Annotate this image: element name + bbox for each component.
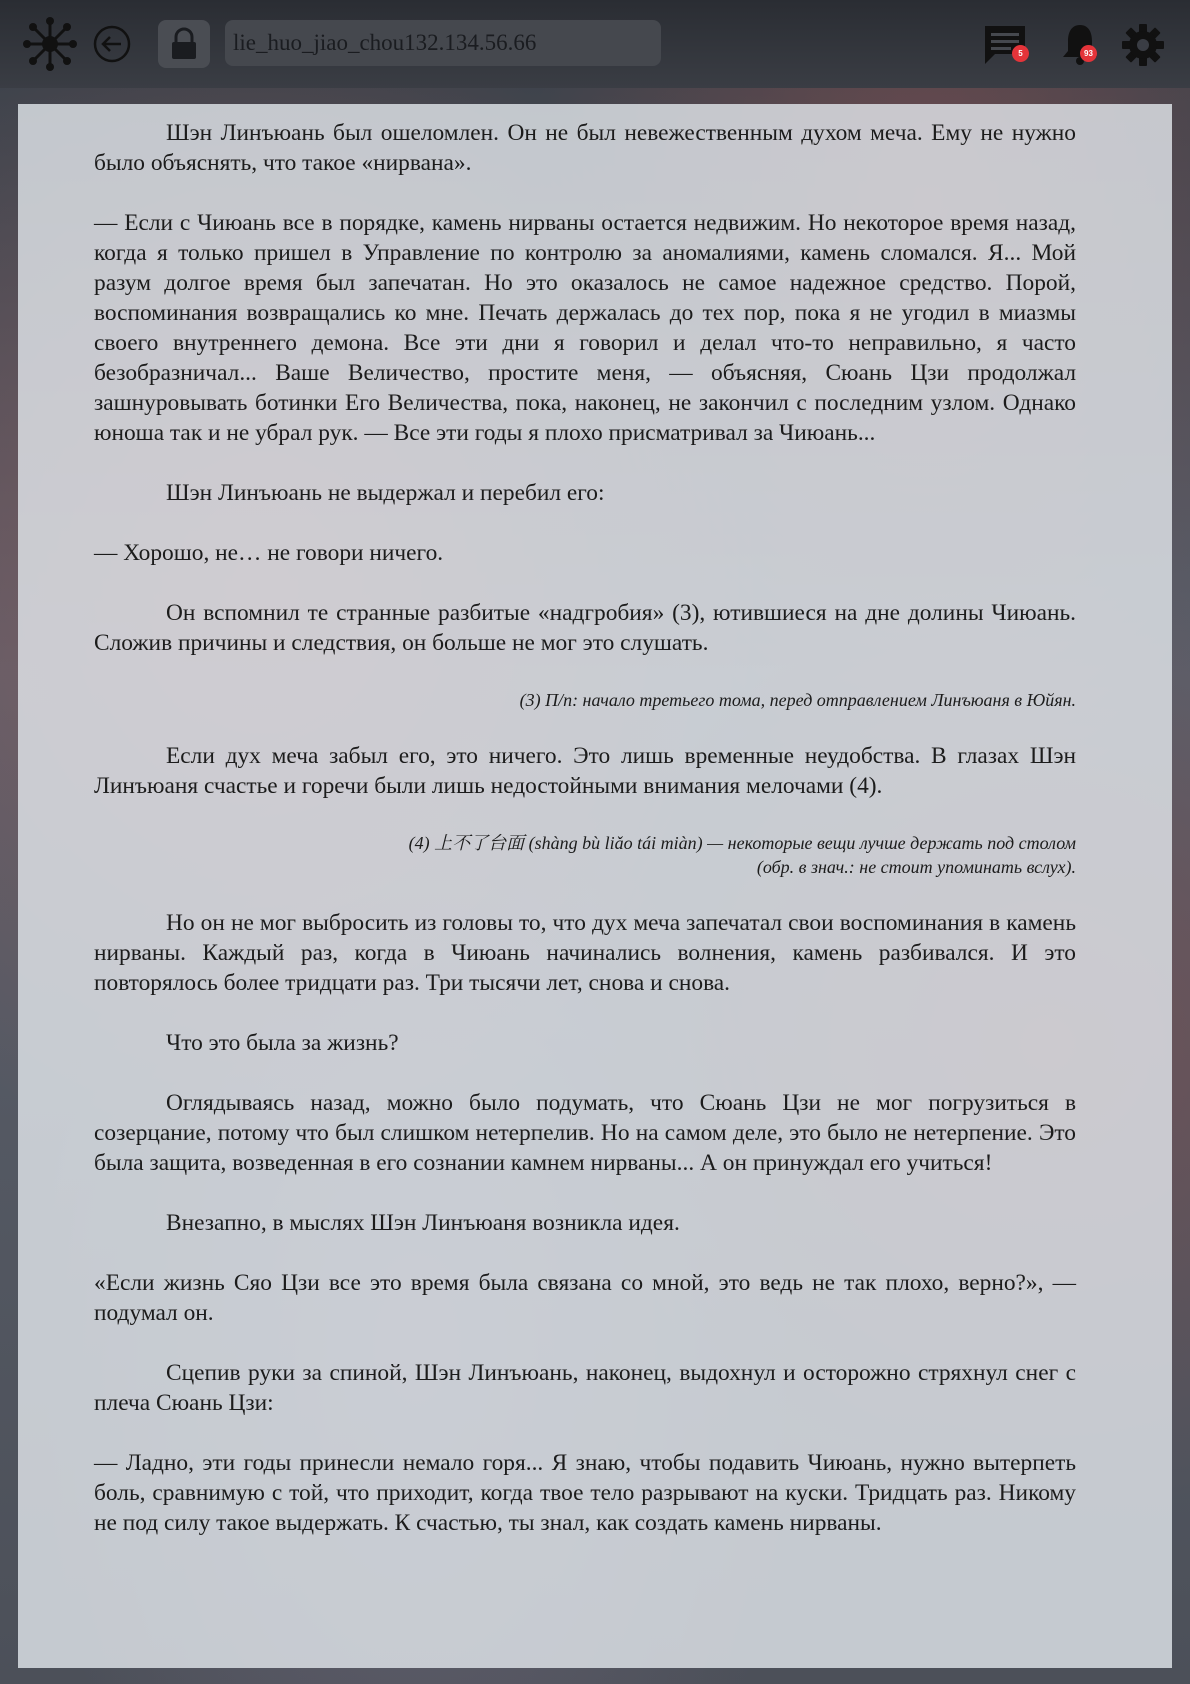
back-icon[interactable] [92, 24, 132, 64]
paragraph: — Ладно, эти годы принесли немало горя... Я знаю, чтобы подавить Чиюань, нужно вытерпеть боль, сравнимую с той, что приходит, когда твое тело разрывают на куски. Тридцать раз. Никому не под силу такое выдержать. К счастью, ты знал, как создать камень нирваны. [94, 1450, 1076, 1536]
paragraph: Шэн Линъюань был ошеломлен. Он не был невежественным духом меча. Ему не нужно было объяснять, что такое «нирвана». [94, 120, 1076, 176]
reading-page [18, 104, 1172, 1668]
chat-count-badge: 5 [1012, 45, 1029, 62]
paragraph: Если дух меча забыл его, это ничего. Это лишь временные неудобства. В глазах Шэн Линъюаня счастье и горечи были лишь недостойными внимания мелочами (4). [94, 743, 1076, 799]
notifications-count-badge: 93 [1080, 45, 1097, 62]
paragraph: «Если жизнь Сяо Цзи все это время была связана со мной, это ведь не так плохо, верно?», — подумал он. [94, 1270, 1076, 1326]
paragraph: Оглядываясь назад, можно было подумать, что Сюань Цзи не мог погрузиться в созерцание, потому что был слишком нетерпелив. Но на самом деле, это было не нетерпение. Это была защита, возведенная в его сознании камнем нирваны... А он принуждал его учиться! [94, 1090, 1076, 1176]
footnote-4-line2: (обр. в знач.: не стоит упоминать вслух). [756, 857, 1076, 877]
paragraph: Он вспомнил те странные разбитые «надгробия» (3), ютившиеся на дне долины Чиюань. Сложив причины и следствия, он больше не мог это слушать. [94, 600, 1076, 656]
gear-icon[interactable] [1120, 22, 1166, 68]
footnote-4-line1: (4) 上不了台面 (shàng bù liǎo tái miàn) — некоторые вещи лучше держать под столом [408, 833, 1076, 853]
chapter-text [94, 118, 1076, 1568]
footnote-4 [94, 831, 1076, 879]
paragraph: Сцепив руки за спиной, Шэн Линъюань, наконец, выдохнул и осторожно стряхнул снег с плеча Сюань Цзи: [94, 1360, 1076, 1416]
paragraph: — Хорошо, не… не говори ничего. [94, 540, 444, 566]
paragraph: Внезапно, в мыслях Шэн Линъюаня возникла идея. [166, 1210, 680, 1236]
top-toolbar [0, 0, 1190, 88]
address-input[interactable] [231, 29, 655, 57]
network-logo-icon[interactable] [22, 16, 78, 72]
paragraph: — Если с Чиюань все в порядке, камень нирваны остается недвижим. Но некоторое время назад, когда я только пришел в Управление по контролю за аномалиями, камень сломался. Я... Мой разум долгое время был запечатан. Но это оказалось не самое надежное средство. Порой, воспоминания возвращались ко мне. Печать держалась до тех пор, пока я не угодил в миазмы своего внутреннего демона. Все эти дни я говорил и делал что-то неправильно, я часто безобразничал... Ваше Величество, простите меня, — объясняя, Сюань Цзи продолжал зашнуровывать ботинки Его Величества, пока, наконец, не закончил с последним узлом. Однако юноша так и не убрал рук. — Все эти годы я плохо присматривал за Чиюань... [94, 210, 1076, 446]
lock-icon[interactable] [158, 20, 210, 68]
paragraph: Что это была за жизнь? [166, 1030, 399, 1056]
paragraph: Но он не мог выбросить из головы то, что дух меча запечатал свои воспоминания в камень нирваны. Каждый раз, когда в Чиюань начинались волнения, камень разбивался. И это повторялось более тридцати раз. Три тысячи лет, снова и снова. [94, 910, 1076, 996]
paragraph: Шэн Линъюань не выдержал и перебил его: [166, 480, 605, 506]
bell-icon[interactable] [1058, 20, 1102, 66]
footnote-3: (3) П/п: начало третьего тома, перед отправлением Линъюаня в Юйян. [519, 690, 1076, 710]
address-bar[interactable] [225, 20, 661, 66]
